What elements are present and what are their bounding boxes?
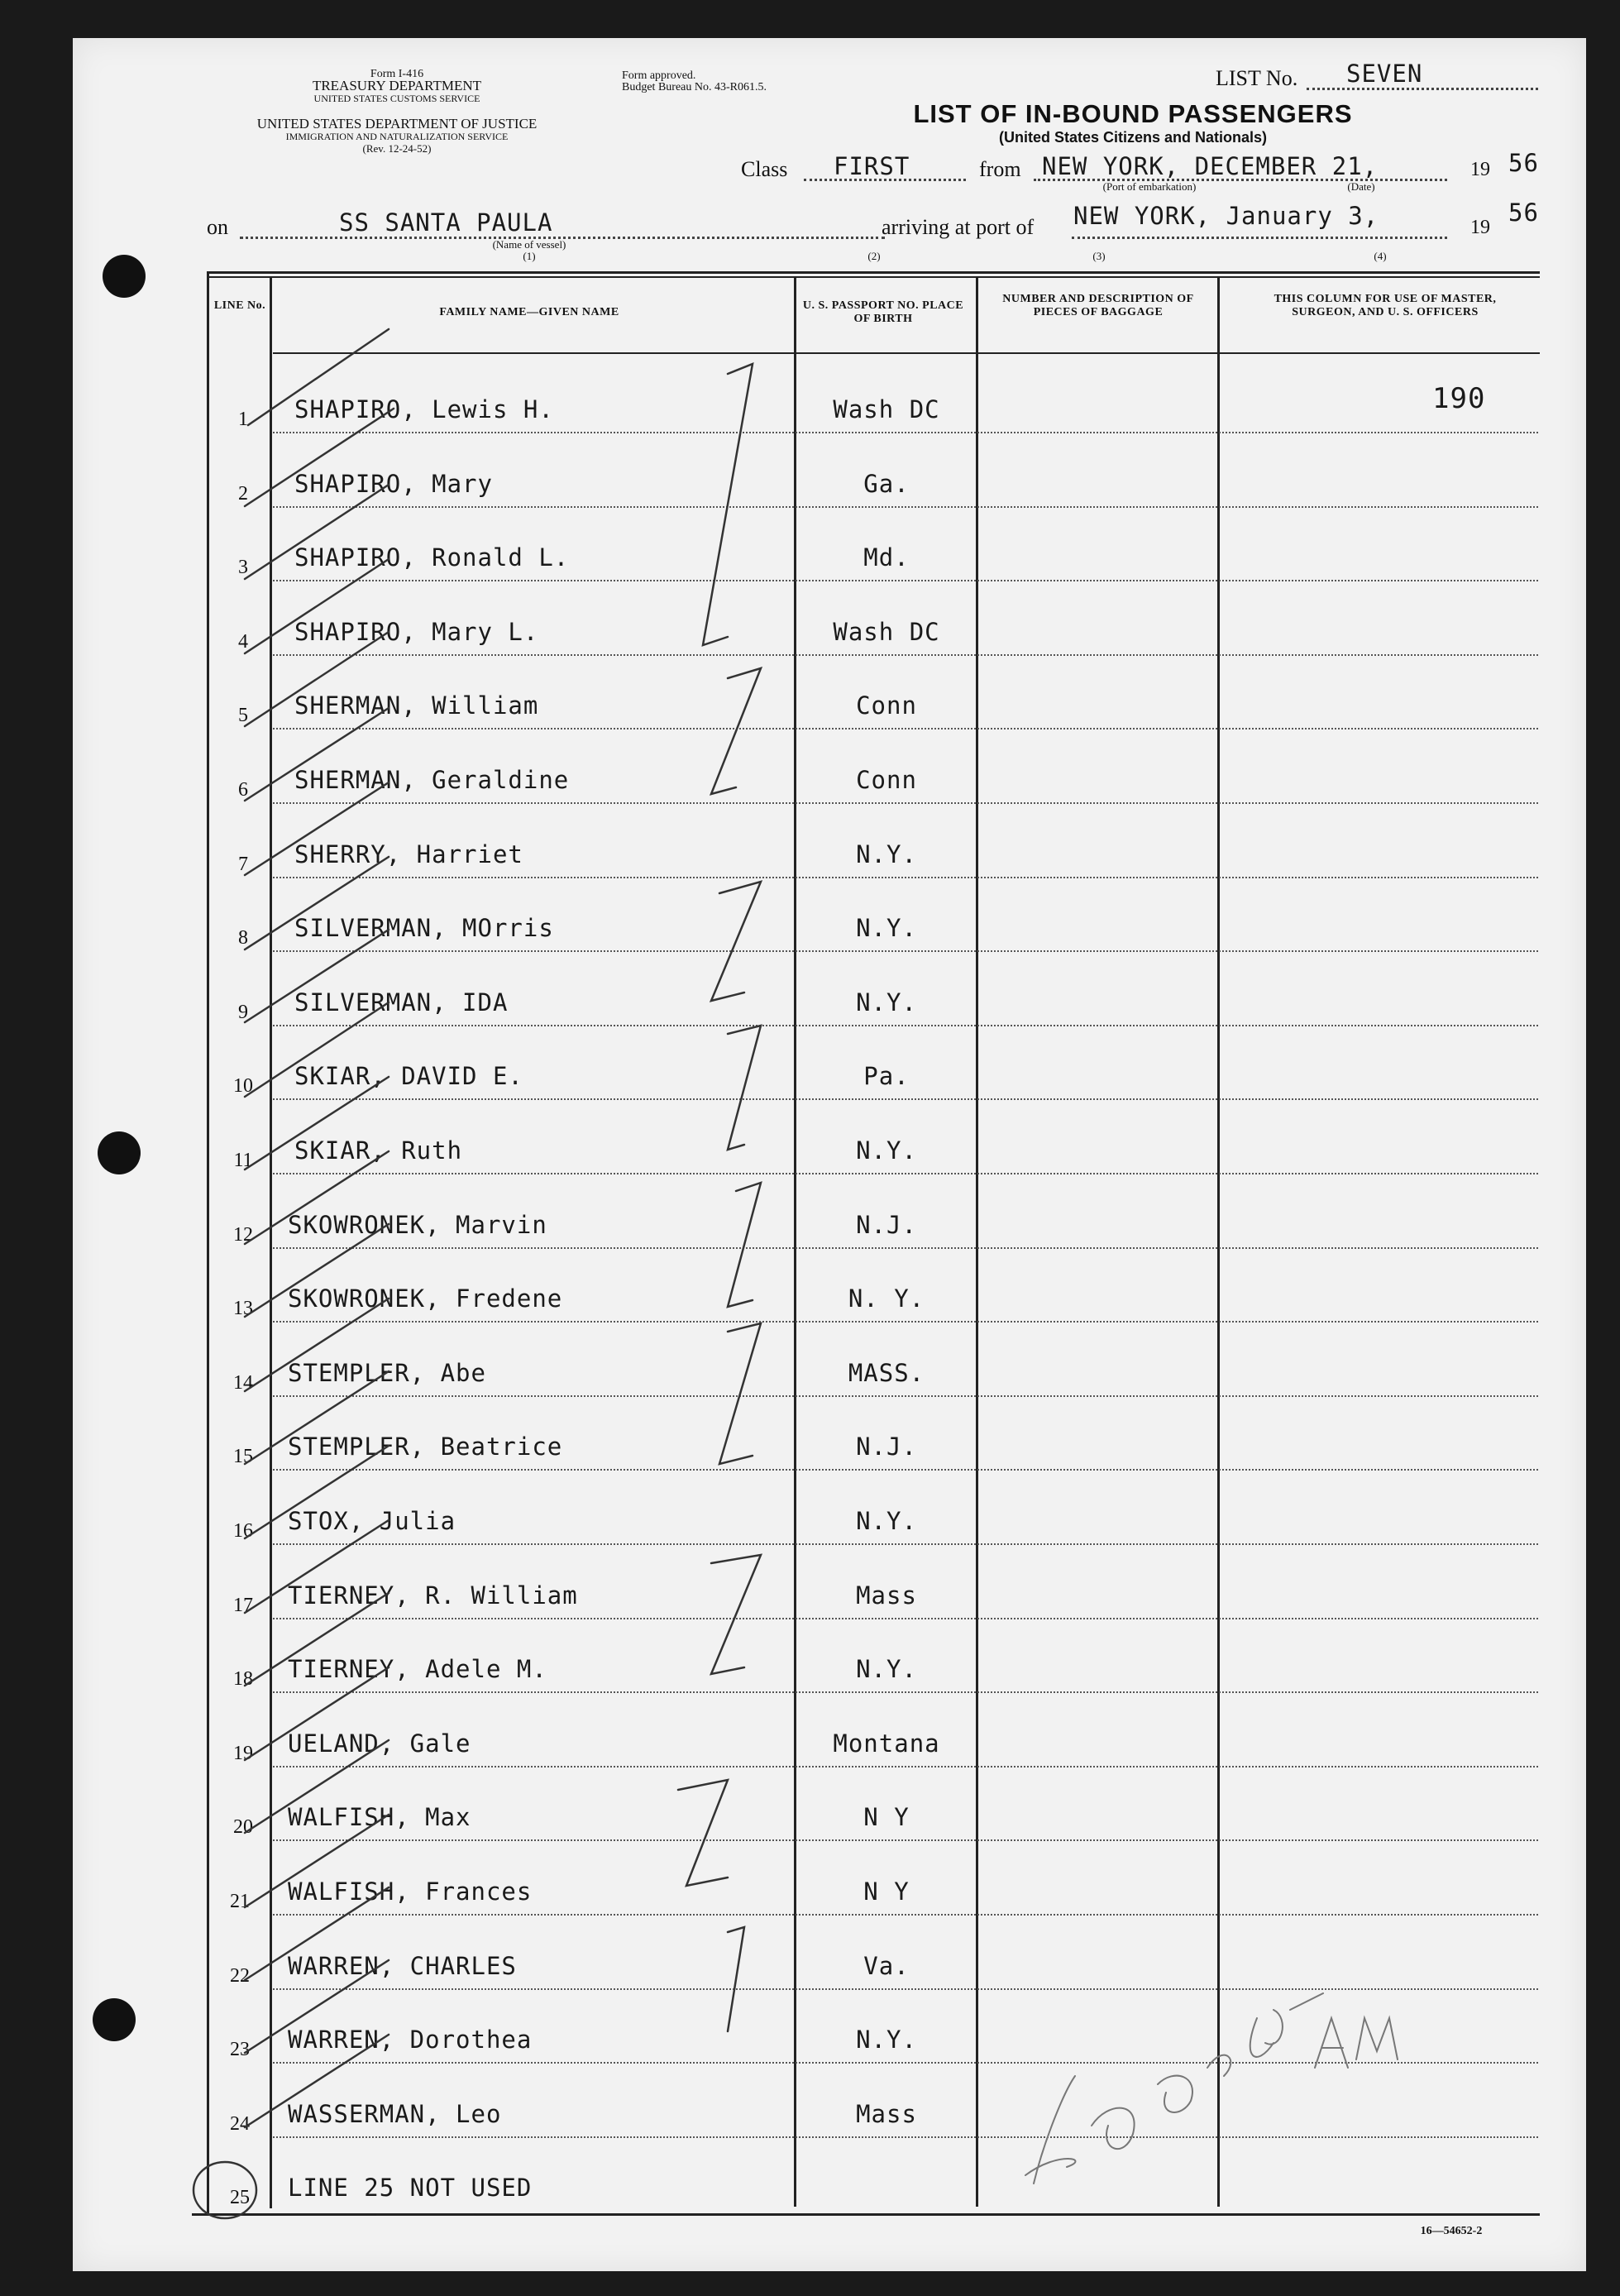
from-label: from <box>979 157 1021 181</box>
row-place-of-birth: N Y <box>863 1877 910 1906</box>
row-place-of-birth: Conn <box>856 766 917 794</box>
row-passenger-name: WARREN, CHARLES <box>288 1951 517 1980</box>
row-line-number: 21 <box>230 1891 250 1912</box>
row-passenger-name: SHAPIRO, Mary L. <box>294 617 539 646</box>
row-place-of-birth: Wash DC <box>833 395 940 423</box>
justice-dept: UNITED STATES DEPARTMENT OF JUSTICE <box>256 116 538 132</box>
row-passenger-name: STOX, Julia <box>288 1507 456 1535</box>
row-passenger-name: SILVERMAN, MOrris <box>294 914 554 943</box>
row-passenger-name: SHAPIRO, Ronald L. <box>294 543 570 572</box>
row-line-number: 10 <box>233 1075 253 1098</box>
row-passenger-name: STEMPLER, Beatrice <box>288 1433 563 1461</box>
row-passenger-name: WALFISH, Max <box>288 1803 471 1832</box>
row-place-of-birth: N.Y. <box>856 1136 917 1165</box>
row-line-number: 14 <box>233 1371 253 1394</box>
row-line-number: 6 <box>238 779 248 801</box>
budget-bureau: Budget Bureau No. 43-R061.5. <box>622 81 767 93</box>
list-number-label: LIST No. <box>1216 66 1298 90</box>
row-passenger-name: SILVERMAN, IDA <box>294 988 509 1016</box>
row-passenger-name: TIERNEY, R. William <box>288 1581 578 1610</box>
row-passenger-name: STEMPLER, Abe <box>288 1358 486 1387</box>
row-place-of-birth: N.Y. <box>856 988 917 1016</box>
row-place-of-birth: N.J. <box>856 1433 917 1461</box>
page-subtitle: (United States Citizens and Nationals) <box>998 129 1268 146</box>
year-value-1: 56 <box>1508 149 1539 177</box>
row-passenger-name: SHERRY, Harriet <box>294 839 523 868</box>
row-passenger-name: WASSERMAN, Leo <box>288 2099 502 2128</box>
row-line-number: 13 <box>233 1298 253 1320</box>
revision-date: (Rev. 12-24-52) <box>362 142 432 155</box>
form-approved: Form approved. <box>622 69 696 82</box>
row-place-of-birth: Md. <box>863 543 910 572</box>
row-line-number: 11 <box>233 1150 253 1171</box>
row-passenger-name: SHAPIRO, Mary <box>294 469 493 498</box>
vessel-col-num: (1) <box>523 250 536 262</box>
treasury-dept: TREASURY DEPARTMENT <box>312 78 482 93</box>
ins-service: IMMIGRATION AND NATURALIZATION SERVICE <box>285 131 509 142</box>
row-passenger-name: WARREN, Dorothea <box>288 2026 533 2054</box>
vessel-name: SS SANTA PAULA <box>339 208 553 237</box>
row-place-of-birth: Ga. <box>863 469 910 498</box>
row-place-of-birth: N.Y. <box>856 1655 917 1684</box>
col4-number: (4) <box>1374 250 1387 262</box>
col-header-line-no: LINE No. <box>213 299 266 312</box>
col-header-name: FAMILY NAME—GIVEN NAME <box>439 306 619 318</box>
row-place-of-birth: N.Y. <box>856 1507 917 1535</box>
col3-number: (3) <box>1092 250 1106 262</box>
row-place-of-birth: N.Y. <box>856 839 917 868</box>
row-line-number: 22 <box>230 1964 250 1987</box>
row-place-of-birth: N.Y. <box>856 914 917 943</box>
row-line-number: 7 <box>238 853 248 875</box>
row-place-of-birth: Conn <box>856 691 917 720</box>
list-number-value: SEVEN <box>1346 60 1423 88</box>
row-line-number: 19 <box>233 1742 253 1764</box>
vessel-caption: (Name of vessel) <box>492 238 566 251</box>
row-place-of-birth: Mass <box>856 2099 917 2128</box>
row-passenger-name: TIERNEY, Adele M. <box>288 1655 547 1684</box>
row-line-number: 12 <box>233 1223 253 1246</box>
row-passenger-name: UELAND, Gale <box>288 1729 471 1758</box>
row-passenger-name: SKOWRONEK, Marvin <box>288 1210 547 1239</box>
row-line-number: 1 <box>238 409 248 430</box>
row-place-of-birth: MASS. <box>848 1358 925 1387</box>
page-title: LIST OF IN-BOUND PASSENGERS <box>913 99 1353 128</box>
class-value: FIRST <box>834 152 910 180</box>
port-embarkation-caption: (Port of embarkation) <box>1102 180 1197 193</box>
row-line-number: 25 <box>230 2187 250 2209</box>
row-line-number: 23 <box>230 2039 250 2061</box>
row-passenger-name: LINE 25 NOT USED <box>288 2174 533 2203</box>
class-label: Class <box>741 157 788 181</box>
col-header-officers: THIS COLUMN FOR USE OF MASTER, SURGEON, AND U. S. OFFICERS <box>1274 293 1497 318</box>
footer-code: 16—54652-2 <box>1420 2225 1483 2237</box>
row-line-number: 15 <box>233 1446 253 1468</box>
col2-number: (2) <box>867 250 881 262</box>
customs-service: UNITED STATES CUSTOMS SERVICE <box>313 93 480 104</box>
on-label: on <box>207 215 228 239</box>
row-line-number: 3 <box>238 557 248 579</box>
row-passenger-name: WALFISH, Frances <box>288 1877 533 1906</box>
officer-note: 190 <box>1432 382 1486 415</box>
row-place-of-birth: N.J. <box>856 1210 917 1239</box>
row-place-of-birth: Va. <box>863 1951 910 1980</box>
row-passenger-name: SKOWRONEK, Fredene <box>288 1284 563 1313</box>
arrival-port-value: NEW YORK, January 3, <box>1073 202 1379 230</box>
row-place-of-birth: Montana <box>833 1729 940 1758</box>
date-caption: (Date) <box>1347 180 1375 193</box>
row-line-number: 24 <box>230 2112 250 2135</box>
year-value-2: 56 <box>1508 199 1539 227</box>
row-line-number: 2 <box>238 482 248 505</box>
row-line-number: 18 <box>233 1668 253 1691</box>
row-place-of-birth: N. Y. <box>848 1284 925 1313</box>
row-place-of-birth: N Y <box>863 1803 910 1832</box>
row-line-number: 4 <box>238 630 248 653</box>
row-line-number: 16 <box>233 1520 253 1542</box>
row-line-number: 5 <box>238 705 248 727</box>
row-place-of-birth: N.Y. <box>856 2026 917 2054</box>
row-line-number: 9 <box>238 1001 248 1023</box>
row-line-number: 17 <box>233 1594 253 1616</box>
col-header-baggage: NUMBER AND DESCRIPTION OF PIECES OF BAGGAGE <box>1002 293 1194 318</box>
year-prefix-2: 19 <box>1470 217 1490 238</box>
year-prefix-1: 19 <box>1470 159 1490 180</box>
row-passenger-name: SHERMAN, William <box>294 691 539 720</box>
arriving-label: arriving at port of <box>882 215 1035 239</box>
row-passenger-name: SHERMAN, Geraldine <box>294 766 570 794</box>
col-header-passport: U. S. PASSPORT NO. PLACE OF BIRTH <box>802 299 964 325</box>
row-line-number: 8 <box>238 927 248 949</box>
row-place-of-birth: Wash DC <box>833 617 940 646</box>
form-number: Form I-416 <box>370 68 424 80</box>
row-passenger-name: SKIAR, DAVID E. <box>294 1062 523 1091</box>
row-line-number: 20 <box>233 1816 253 1839</box>
row-place-of-birth: Mass <box>856 1581 917 1610</box>
row-passenger-name: SHAPIRO, Lewis H. <box>294 395 554 423</box>
row-passenger-name: SKIAR, Ruth <box>294 1136 463 1165</box>
row-place-of-birth: Pa. <box>863 1062 910 1091</box>
from-value: NEW YORK, DECEMBER 21, <box>1042 152 1379 180</box>
